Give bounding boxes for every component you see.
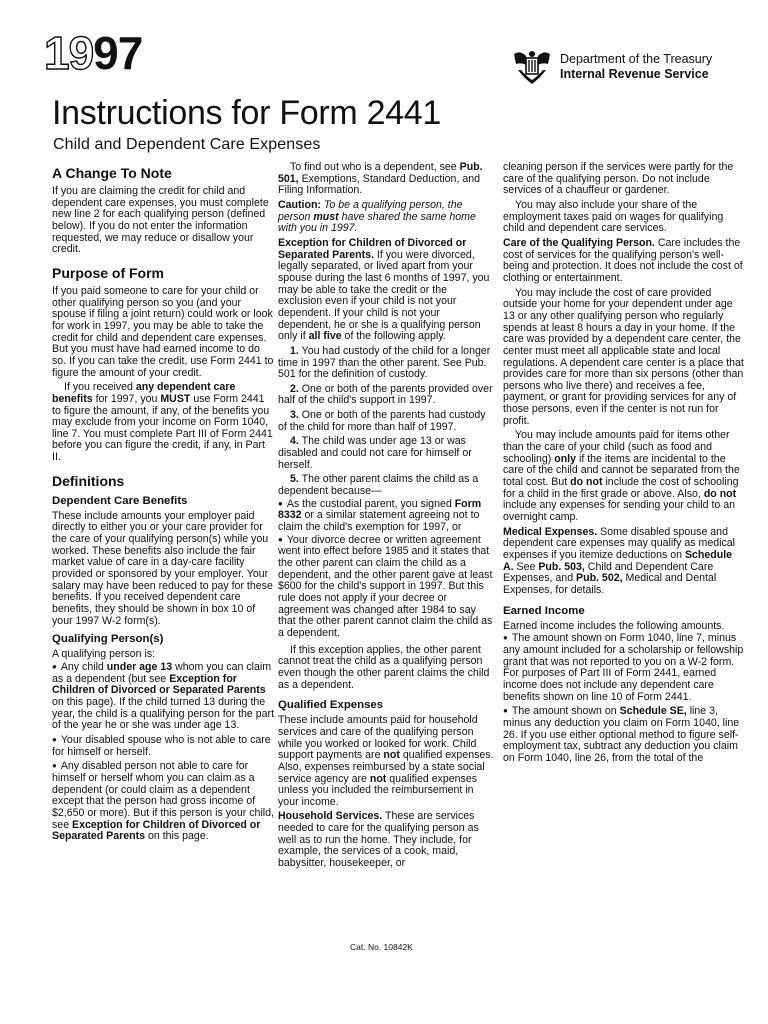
heading-purpose: Purpose of Form <box>52 264 165 281</box>
page-title: Instructions for Form 2441 <box>52 94 442 132</box>
column-3 <box>503 162 745 768</box>
paragraph-divorced-exception: Exception for Children of Divorced or Separated Parents. If you were divorced, legally separated, or lived apart from your spouse during the last 6 months of 1997, you may be able to take the credit or the exclusion even if your child is not your dependent. If your child is not your dependent, he or she is a qualifying person only if all five of the following apply. <box>278 236 490 343</box>
paragraph-purpose: If you paid someone to care for your child or other qualifying person so you (and your spouse if filing a joint return) could work or look for work in 1997, you may be able to take the credit for child and dependent care expenses. But you must have had earned income to do so. If you can take the credit, use Form 2441 to figure the amount of your credit. <box>52 284 274 379</box>
paragraph-cleaning: cleaning person if the services were partly for the care of the qualifying person. Do not include services of a chauffeur or gardener. <box>503 161 734 197</box>
heading-dependent-care-benefits: Dependent Care Benefits <box>52 494 188 507</box>
paragraph-change: If you are claiming the credit for child and dependent care expenses, you must complete new line 2 for each qualifying person (defined below). If you do not enter the information requested, we may reduce or disallow your credit. <box>52 185 269 256</box>
paragraph-benefits-received: If you received any dependent care benefits for 1997, you MUST use Form 2441 to figure the amount, if any, of the benefits you may exclude from your income on Form 1040, line 7. You must complete Part III of Form 2441 before you can figure the credit, if any, in Part II. <box>52 381 273 464</box>
catalog-number: Cat. No. 10842K <box>350 942 413 952</box>
heading-qualifying-persons: Qualifying Person(s) <box>52 633 164 646</box>
paragraph-employment-taxes: You may also include your share of the employment taxes paid on wages for qualifying child and dependent care services. <box>503 198 724 235</box>
heading-change: A Change To Note <box>52 165 172 181</box>
bullet-disabled-person: ● Any disabled person not able to care for himself or herself whom you can claim as a dependent (or could claim as a dependent except that the person had gross income of $2,650 or more). But if this person is your child, see Exception for Children of Divorced or Separated Parents on this page. <box>52 761 274 843</box>
bullet-divorce-decree: ● Your divorce decree or written agreement went into effect before 1985 and it states that the other parent can claim the child as a dependent, and the other parent gave at least $600 for the child's support in 1997. But this rule does not apply if your decree or agreement was changed after 1984 to say that the other parent cannot claim the child as a dependent. <box>278 535 494 640</box>
form-year <box>44 27 143 79</box>
paragraph-household-services: Household Services. These are services needed to care for the qualifying person as well as to run the home. They include, for example, the services of a cook, maid, babysitter, housekeeper, or <box>278 810 479 870</box>
column-2 <box>278 162 494 873</box>
bullet-form-1040-line-7: ● The amount shown on Form 1040, line 7, minus any amount included for a scholarship or fellowship grant that was not reported to you on a W-2 form. For purposes of Part III of Form 2441, earned income does not include any dependent care benefits shown on line 10 of Form 2441. <box>503 633 745 703</box>
paragraph-dependent-lookup: To find out who is a dependent, see Pub. 501, Exemptions, Standard Deduction, and Filing Information. <box>278 161 483 197</box>
bullet-form-8332: ● As the custodial parent, you signed Form 8332 or a similar statement agreeing not to claim the child's exemption for 1997, or <box>278 499 494 534</box>
condition-5: 5. The other parent claims the child as a dependent because— <box>278 473 479 498</box>
paragraph-medical-expenses: Medical Expenses. Some disabled spouse and dependent care expenses may qualify as medical expenses if you itemize deductions on Schedule A. See Pub. 503, Child and Dependent Care Expenses, and Pub. 502, Medical and Dental Expenses, for details. <box>503 525 736 596</box>
paragraph-other-items: You may include amounts paid for items other than the care of your child (such as food and schooling) only if the items are incidental to the care of the child and cannot be separated from the total cost. But do not include the cost of schooling for a child in the first grade or above. Also, do not include any expenses for sending your child to an overnight camp. <box>503 429 740 524</box>
bullet-child-under-13: ● Any child under age 13 whom you can claim as a dependent (but see Exception for Children of Divorced or Separated Parents on this page). If the child turned 13 during the year, the child is a qualifying person for the part of the year he or she was under age 13. <box>52 662 274 732</box>
year-outline: 19 <box>44 27 94 79</box>
paragraph-exception-applies: If this exception applies, the other parent cannot treat the child as a qualifying person even though the other parent claims the child as a dependent. <box>278 643 490 691</box>
condition-4: 4. The child was under age 13 or was disabled and could not care for himself or herself. <box>278 435 472 471</box>
irs-eagle-logo-icon <box>510 48 554 88</box>
condition-1: 1. You had custody of the child for a longer time in 1997 than the other parent. See Pub. 501 for the definition of custody. <box>278 344 491 381</box>
heading-earned-income: Earned Income <box>503 604 585 617</box>
paragraph-care-of-person: Care of the Qualifying Person. Care includes the cost of services for the qualifying person's well-being and protection. It does not include the cost of clothing or entertainment. <box>503 236 743 284</box>
condition-3: 3. One or both of the parents had custody of the child for more than half of 1997. <box>278 409 486 433</box>
treasury-header <box>510 48 750 88</box>
paragraph-dependent-care-benefits: These include amounts your employer paid directly to either you or your care provider for the care of your qualifying person(s) while you worked. These benefits also include the fair market value of care in a day-care facility provided or sponsored by your employer. Your salary may have been reduced to pay for these benefits. If you received dependent care benefits, they should be shown in box 10 of your 1997 W-2 form(s). <box>52 509 273 627</box>
year-solid: 97 <box>93 27 143 79</box>
paragraph-caution: Caution: To be a qualifying person, the person must have shared the same home with you in 1997. <box>278 198 476 235</box>
paragraph-qualified-expenses: These include amounts paid for household services and care of the qualifying person while you worked or looked for work. Child support payments are not qualified expenses. Also, expenses reimbursed by a state social service agency are not qualified expenses unless you included the reimbursement in your income. <box>278 714 494 808</box>
condition-2: 2. One or both of the parents provided over half of the child's support in 1997. <box>278 382 493 407</box>
column-1 <box>52 162 274 846</box>
paragraph-qualifying-intro: A qualifying person is: <box>52 648 156 661</box>
paragraph-earned-income: Earned income includes the following amounts. <box>503 619 725 632</box>
agency-name: Internal Revenue Service <box>560 67 709 81</box>
department-name: Department of the Treasury <box>560 52 713 66</box>
heading-definitions: Definitions <box>52 472 125 489</box>
page-subtitle: Child and Dependent Care Expenses <box>53 136 321 153</box>
bullet-schedule-se: ● The amount shown on Schedule SE, line 3, minus any deduction you claim on Form 1040, line 26. If you use either optional method to figure self-employment tax, subtract any deduction you claim on Form 1040, line 26, from the total of the <box>503 706 745 764</box>
paragraph-care-outside-home: You may include the cost of care provided outside your home for your dependent under age 13 or any other qualifying person who regularly spends at least 8 hours a day in your home. If the care was provided by a dependent care center, the center must meet all applicable state and local regulations. A dependent care center is a place that provides care for more than six persons (other than persons who live there) and receives a fee, payment, or grant for providing services for any of those persons, even if the center is not run for profit. <box>503 286 744 427</box>
heading-qualified-expenses: Qualified Expenses <box>278 699 384 712</box>
bullet-disabled-spouse: ● Your disabled spouse who is not able to care for himself or herself. <box>52 735 274 758</box>
